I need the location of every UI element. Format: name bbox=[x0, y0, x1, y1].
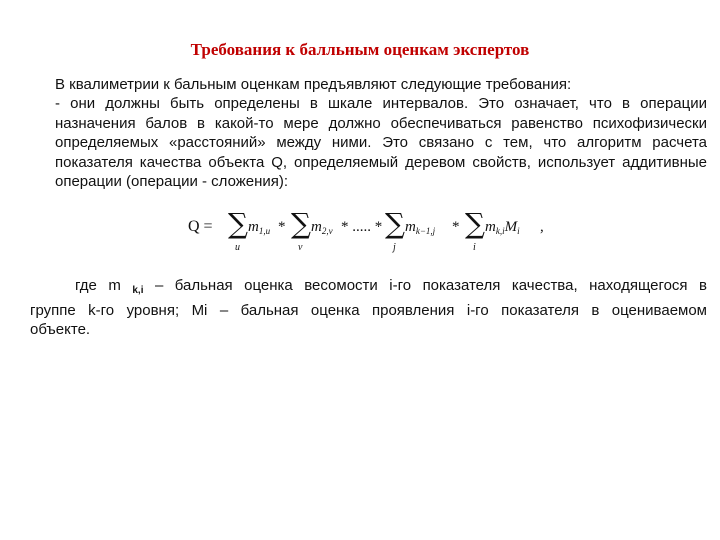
requirement-line-2: назначения балов в какой-то мере должно обеспечиваться равенство психофизически bbox=[55, 114, 707, 132]
formula-operator: * ..... * bbox=[341, 219, 383, 235]
term-base: m bbox=[485, 219, 496, 235]
sum-term bbox=[248, 219, 270, 236]
requirement-line-3: определяемых «расстояний» между ними. Это связано с тем, что алгоритм расчета bbox=[55, 134, 707, 151]
sum-index: j bbox=[393, 242, 396, 253]
sum-symbol: ∑ bbox=[228, 207, 248, 240]
term-base: m bbox=[405, 219, 416, 235]
term-subscript: k−1,j bbox=[415, 226, 436, 236]
sum-term bbox=[311, 219, 333, 236]
explanation-line-1-rest: – бальная оценка весомости i-го показателя качества, находящегося в bbox=[143, 277, 708, 294]
formula-trailing-comma: , bbox=[540, 219, 544, 235]
sum-symbol: ∑ bbox=[385, 207, 405, 240]
term-subscript: 1,u bbox=[258, 226, 271, 236]
explanation-line-2: группе k-го уровня; Mi – бальная оценка проявления i-го показателя в оцениваемом bbox=[30, 301, 707, 319]
formula-lhs: Q = bbox=[188, 218, 213, 235]
sum-symbol: ∑ bbox=[291, 207, 311, 240]
sum-symbol: ∑ bbox=[465, 207, 485, 240]
sum-term bbox=[485, 219, 520, 236]
intro-line bbox=[55, 75, 707, 95]
sum-index: u bbox=[235, 242, 240, 253]
requirement-paragraph bbox=[55, 94, 707, 192]
explanation-line-1 bbox=[30, 276, 707, 301]
explanation-subscript: k,i bbox=[132, 285, 144, 296]
requirement-line-4: показателя качества объекта Q, определяемый деревом свойств, использует аддитивные bbox=[55, 153, 707, 171]
formula-operator: * bbox=[278, 219, 286, 235]
sum-index: v bbox=[298, 242, 303, 253]
intro-text: В квалиметрии к бальным оценкам предъявляют следующие требования: bbox=[55, 76, 572, 93]
explanation-prefix: где m bbox=[75, 277, 121, 294]
explanation-paragraph bbox=[30, 276, 707, 340]
requirement-line-5: операции (операции - сложения): bbox=[55, 173, 289, 190]
term-base: m bbox=[311, 219, 322, 235]
term-subscript: 2,v bbox=[321, 226, 333, 236]
explanation-line-3: объекте. bbox=[30, 321, 91, 338]
quality-formula bbox=[188, 207, 588, 260]
requirement-line-1: - они должны быть определены в шкале интервалов. Это означает, что в операции bbox=[55, 95, 707, 112]
term-base: m bbox=[248, 219, 259, 235]
formula-operator: * bbox=[452, 219, 460, 235]
sum-term bbox=[405, 219, 435, 236]
slide-title: Требования к балльным оценкам экспертов bbox=[190, 40, 530, 59]
sum-index: i bbox=[473, 242, 476, 253]
term-tail: M bbox=[504, 219, 518, 235]
term-subscript: k,i bbox=[495, 226, 505, 236]
term-tail-subscript: i bbox=[517, 226, 520, 236]
